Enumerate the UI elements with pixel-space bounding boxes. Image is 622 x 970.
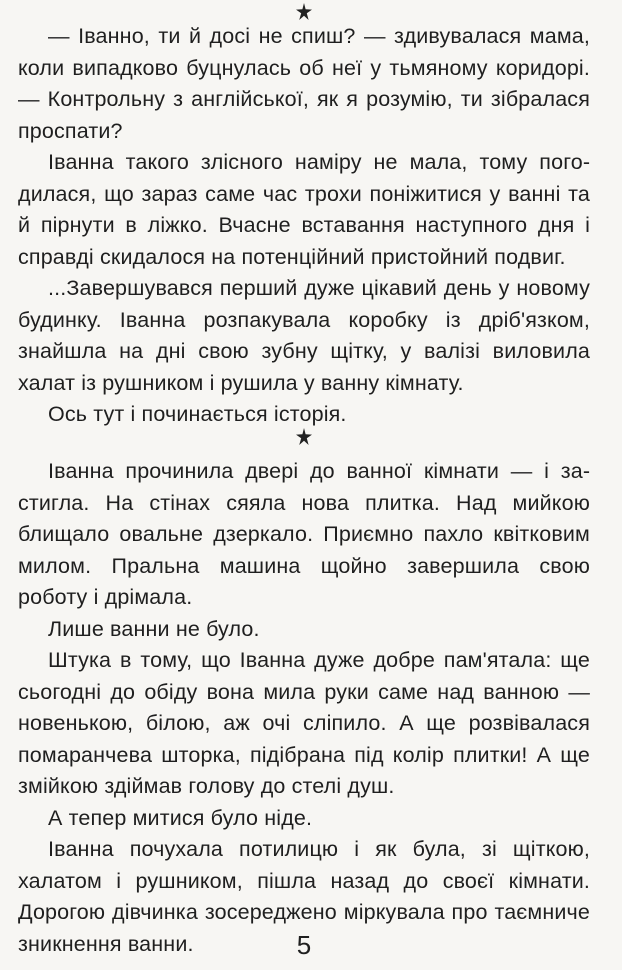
text-section-2 [18, 456, 590, 960]
text-section-1 [18, 21, 590, 431]
paragraph: Іванна такого злісного наміру не мала, тому погодилася, що зараз саме час трохи поніжитися у ванні та й пірнути в ліжко. Вчасне вставання наступного дня і справді скидалося на потенційний пристойний подвиг. [18, 150, 590, 269]
page-number: 5 [296, 930, 312, 960]
paragraph: — Іванно, ти й досі не спиш? — здивувалася мама, коли випадково буцнулась об неї у тьмяному коридорі. — Контрольну з англійської, як я розумію, ти зібралася проспати? [18, 24, 590, 143]
paragraph: А тепер митися було ніде. [48, 805, 313, 830]
paragraph: Лише ванни не було. [48, 616, 260, 641]
star-ornament-icon [294, 2, 314, 22]
paragraph: Ось тут і починається історія. [48, 402, 347, 426]
paragraph: ...Завершувався перший дуже цікавий день у новому будинку. Іванна розпакувала коробку із дріб'язком, знайшла на дні свою зубну щітку, у валізі виловила халат із рушником і рушила у ванну кімнату. [18, 276, 590, 395]
paragraph: Штука в тому, що Іванна дуже добре пам'ятала: ще сьогодні до обіду вона мила руки саме над ванною — новенькою, білою, аж очі сліпило. А ще розвівалася помаранчева шторка, підібрана під колір плитки! А ще змійкою здіймав голову до стелі душ. [18, 648, 590, 798]
star-ornament-icon [294, 427, 314, 447]
paragraph: Іванна прочинила двері до ванної кімнати — і застигла. На стінах сяяла нова плитка. Над мийкою блищало овальне дзеркало. Приємно пахло квітковим милом. Пральна машина щойно завершила свою роботу і дрімала. [18, 459, 590, 609]
paragraph: Іванна почухала потилицю і як була, зі щіткою, халатом і рушником, пішла назад до своєї кімнати. Дорогою дівчинка зосереджено міркувала про таємниче зникнення ванни. [18, 837, 590, 956]
book-page [18, 0, 590, 970]
